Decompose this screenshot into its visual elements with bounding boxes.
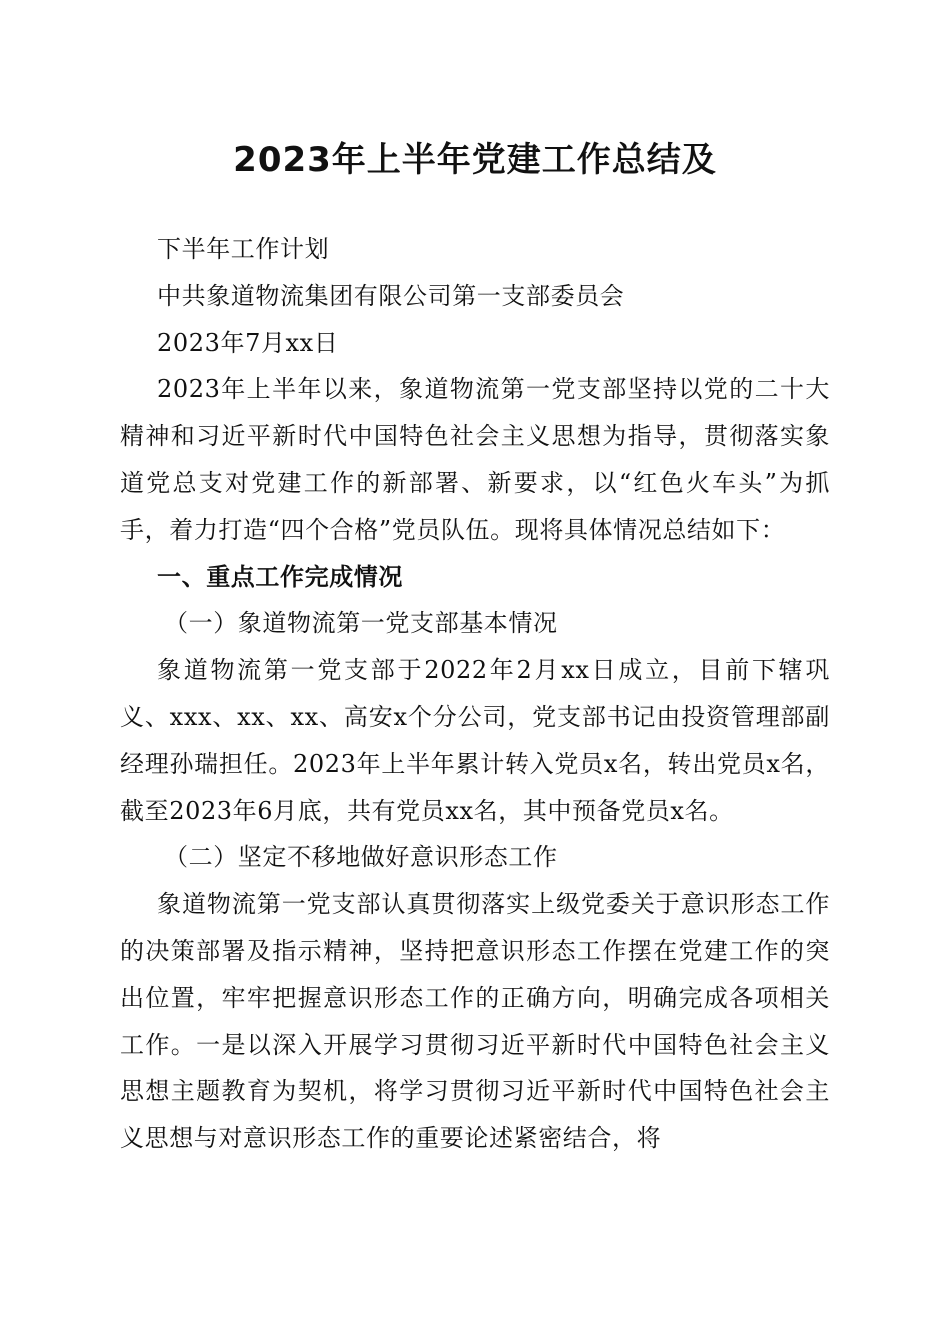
document-body	[120, 226, 830, 1162]
document-title: 2023年上半年党建工作总结及	[233, 140, 717, 180]
organization-name: 中共象道物流集团有限公司第一支部委员会	[157, 281, 625, 310]
subsection-heading: （一）象道物流第一党支部基本情况	[164, 609, 558, 638]
subsection-paragraph: 象道物流第一党支部认真贯彻落实上级党委关于意识形态工作的决策部署及指示精神，坚持把意识形态工作摆在党建工作的突出位置，牢牢把握意识形态工作的正确方向，明确完成各项相关工作。一是以深入开展学习贯彻习近平新时代中国特色社会主义思想主题教育为契机，将学习贯彻习近平新时代中国特色社会主义思想与对意识形态工作的重要论述紧密结合，将	[120, 890, 830, 1153]
document-date: 2023年7月xx日	[157, 328, 339, 357]
document-subtitle: 下半年工作计划	[157, 235, 330, 263]
subsection-paragraph: 象道物流第一党支部于2022年2月xx日成立，目前下辖巩义、xxx、xx、xx、高安x个分公司，党支部书记由投资管理部副经理孙瑞担任。2023年上半年累计转入党员x名，转出党员x名，截至2023年6月底，共有党员xx名，其中预备党员x名。	[120, 656, 830, 825]
section-heading: 一、重点工作完成情况	[157, 562, 403, 591]
intro-paragraph: 2023年上半年以来，象道物流第一党支部坚持以党的二十大精神和习近平新时代中国特色社会主义思想为指导，贯彻落实象道党总支对党建工作的新部署、新要求，以“红色火车头”为抓手，着力打造“四个合格”党员队伍。现将具体情况总结如下：	[120, 375, 830, 544]
subsection-heading: （二）坚定不移地做好意识形态工作	[164, 843, 558, 872]
